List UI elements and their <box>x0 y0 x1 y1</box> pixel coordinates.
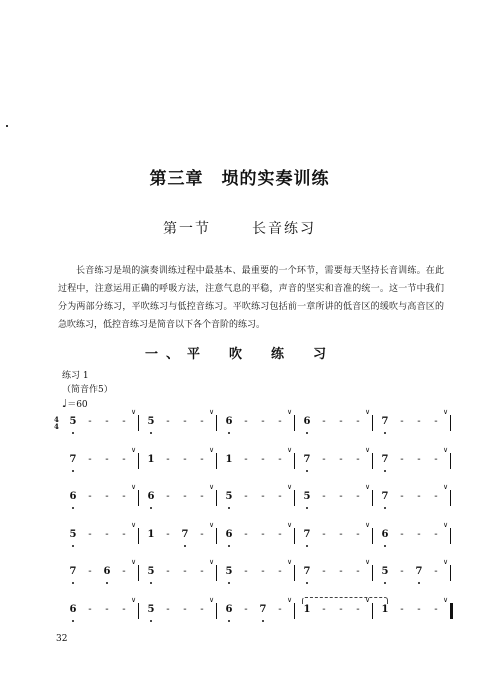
note: 7 <box>412 566 426 577</box>
dash-extension: - <box>122 491 126 502</box>
dash-extension: - <box>278 529 282 540</box>
breath-mark: ∨ <box>287 408 293 416</box>
barline <box>294 603 295 619</box>
dash-extension: - <box>356 454 360 465</box>
section-name: 长音练习 <box>251 221 316 237</box>
breath-mark: ∨ <box>287 521 293 529</box>
dash-extension: - <box>105 529 109 540</box>
note: 5 <box>144 604 158 615</box>
dash-extension: - <box>339 454 343 465</box>
breath-mark: ∨ <box>209 596 215 604</box>
breath-mark: ∨ <box>365 596 371 604</box>
note: 7 <box>378 416 392 427</box>
dash-extension: - <box>434 491 438 502</box>
breath-mark: ∨ <box>287 446 293 454</box>
dash-extension: - <box>183 454 187 465</box>
dash-extension: - <box>278 604 282 615</box>
breath-mark: ∨ <box>209 483 215 491</box>
dash-extension: - <box>417 454 421 465</box>
breath-mark: ∨ <box>209 521 215 529</box>
intro-paragraph <box>58 262 444 334</box>
dash-extension: - <box>88 491 92 502</box>
breath-mark: ∨ <box>365 408 371 416</box>
dash-extension: - <box>278 416 282 427</box>
breath-mark: ∨ <box>287 558 293 566</box>
breath-mark: ∨ <box>209 558 215 566</box>
dash-extension: - <box>356 491 360 502</box>
dash-extension: - <box>322 454 326 465</box>
barline <box>372 415 373 431</box>
subsection-title: 一、平 吹 练 习 <box>144 347 334 362</box>
tempo-value: ＝60 <box>67 400 88 410</box>
dash-extension: - <box>261 416 265 427</box>
dash-extension: - <box>322 416 326 427</box>
dash-extension: - <box>200 566 204 577</box>
dash-extension: - <box>166 491 170 502</box>
breath-mark: ∨ <box>131 446 137 454</box>
barline <box>138 603 139 619</box>
barline <box>138 565 139 581</box>
dash-extension: - <box>434 454 438 465</box>
exercise-key-note: （简音作5） <box>62 385 113 395</box>
dash-extension: - <box>339 604 343 615</box>
barline <box>450 453 451 469</box>
note: 6 <box>66 491 80 502</box>
barline <box>450 528 451 544</box>
quarter-note-icon: ♩ <box>62 397 68 410</box>
note: 5 <box>66 416 80 427</box>
time-signature-bottom: 4 <box>54 422 59 431</box>
dash-extension: - <box>434 566 438 577</box>
breath-mark: ∨ <box>131 596 137 604</box>
breath-mark: ∨ <box>131 558 137 566</box>
note: 6 <box>378 529 392 540</box>
exercise-label: 练习 1 <box>62 371 89 381</box>
barline <box>216 603 217 619</box>
note: 5 <box>222 491 236 502</box>
dash-extension: - <box>105 604 109 615</box>
dash-extension: - <box>122 604 126 615</box>
barline <box>216 453 217 469</box>
dash-extension: - <box>322 566 326 577</box>
barline <box>216 528 217 544</box>
dash-extension: - <box>434 529 438 540</box>
dash-extension: - <box>105 454 109 465</box>
dash-extension: - <box>339 491 343 502</box>
dash-extension: - <box>88 416 92 427</box>
dash-extension: - <box>183 566 187 577</box>
note: 7 <box>378 454 392 465</box>
staff-row <box>58 446 450 473</box>
barline <box>138 490 139 506</box>
dash-extension: - <box>417 529 421 540</box>
dash-extension: - <box>278 491 282 502</box>
dash-extension: - <box>400 529 404 540</box>
chapter-title: 第三章 埙的实奏训练 <box>149 169 330 189</box>
note: 7 <box>66 454 80 465</box>
barline <box>294 528 295 544</box>
dash-extension: - <box>200 529 204 540</box>
barline <box>216 415 217 431</box>
barline <box>216 565 217 581</box>
barline <box>372 453 373 469</box>
staff-row <box>58 483 450 510</box>
dash-extension: - <box>244 491 248 502</box>
barline <box>294 490 295 506</box>
note: 5 <box>222 566 236 577</box>
breath-mark: ∨ <box>443 596 449 604</box>
barline <box>450 490 451 506</box>
breath-mark: ∨ <box>443 558 449 566</box>
note: 6 <box>222 529 236 540</box>
breath-mark: ∨ <box>287 596 293 604</box>
breath-mark: ∨ <box>287 483 293 491</box>
barline <box>372 603 373 619</box>
tempo-marking <box>62 397 88 410</box>
note: 5 <box>144 416 158 427</box>
barline <box>372 565 373 581</box>
dash-extension: - <box>200 454 204 465</box>
barline <box>138 528 139 544</box>
dash-extension: - <box>200 604 204 615</box>
dash-extension: - <box>88 604 92 615</box>
section-title <box>0 218 479 238</box>
dash-extension: - <box>244 566 248 577</box>
dash-extension: - <box>339 416 343 427</box>
breath-mark: ∨ <box>365 483 371 491</box>
note: 7 <box>178 529 192 540</box>
dash-extension: - <box>400 416 404 427</box>
note: 6 <box>144 491 158 502</box>
barline <box>294 453 295 469</box>
dash-extension: - <box>434 604 438 615</box>
time-signature-top: 4 <box>54 415 59 424</box>
dash-extension: - <box>278 566 282 577</box>
dash-extension: - <box>356 604 360 615</box>
dash-extension: - <box>356 529 360 540</box>
dash-extension: - <box>261 566 265 577</box>
barline <box>372 528 373 544</box>
barline <box>138 453 139 469</box>
dash-extension: - <box>183 416 187 427</box>
staff-row <box>58 558 450 585</box>
note: 1 <box>225 454 233 465</box>
intro-text: 长音练习是埙的演奏训练过程中最基本、最重要的一个环节，需要每天坚持长音训练。在此过程中，注意运用正确的呼吸方法，注意气息的平稳，声音的坚实和音准的统一。这一节中我们分为两部分练习，平吹练习与低控音练习。平吹练习包括前一章所讲的低音区的缓吹与高音区的急吹练习，低控音练习是简音以下各个音阶的练习。 <box>58 266 444 330</box>
breath-mark: ∨ <box>365 521 371 529</box>
dash-extension: - <box>88 454 92 465</box>
barline <box>294 565 295 581</box>
barline <box>138 415 139 431</box>
staff-row <box>58 596 450 623</box>
note: 1 <box>303 604 311 615</box>
staff-row <box>54 408 450 435</box>
dash-extension: - <box>200 491 204 502</box>
breath-mark: ∨ <box>209 446 215 454</box>
dash-extension: - <box>278 454 282 465</box>
breath-mark: ∨ <box>131 521 137 529</box>
time-signature <box>54 416 59 430</box>
barline <box>216 490 217 506</box>
dash-extension: - <box>166 566 170 577</box>
note: 7 <box>300 454 314 465</box>
note: 1 <box>381 604 389 615</box>
dash-extension: - <box>339 529 343 540</box>
section-number: 第一节 <box>163 221 212 237</box>
breath-mark: ∨ <box>443 483 449 491</box>
note: 1 <box>147 529 155 540</box>
dash-extension: - <box>261 491 265 502</box>
dash-extension: - <box>434 416 438 427</box>
barline <box>450 565 451 581</box>
note: 5 <box>144 566 158 577</box>
staff-row <box>58 521 450 548</box>
breath-mark: ∨ <box>131 408 137 416</box>
dash-extension: - <box>166 416 170 427</box>
dash-extension: - <box>322 491 326 502</box>
dash-extension: - <box>261 454 265 465</box>
dash-extension: - <box>417 491 421 502</box>
note: 7 <box>300 529 314 540</box>
dash-extension: - <box>400 604 404 615</box>
breath-mark: ∨ <box>365 558 371 566</box>
note: 5 <box>66 529 80 540</box>
dash-extension: - <box>88 529 92 540</box>
note: 6 <box>100 566 114 577</box>
barline <box>294 415 295 431</box>
dash-extension: - <box>183 491 187 502</box>
barline <box>372 490 373 506</box>
dash-extension: - <box>166 454 170 465</box>
note: 1 <box>147 454 155 465</box>
barline <box>450 415 451 431</box>
note: 7 <box>66 566 80 577</box>
note: 6 <box>300 416 314 427</box>
dash-extension: - <box>244 604 248 615</box>
dash-extension: - <box>122 566 126 577</box>
dash-extension: - <box>400 454 404 465</box>
dash-extension: - <box>122 416 126 427</box>
breath-mark: ∨ <box>131 483 137 491</box>
dash-extension: - <box>417 416 421 427</box>
note: 5 <box>300 491 314 502</box>
breath-mark: ∨ <box>209 408 215 416</box>
page-number: 32 <box>56 634 68 644</box>
final-barline <box>450 603 453 619</box>
dash-extension: - <box>166 604 170 615</box>
dash-extension: - <box>400 491 404 502</box>
dash-extension: - <box>105 491 109 502</box>
dash-extension: - <box>166 529 170 540</box>
dash-extension: - <box>244 454 248 465</box>
tie-slur <box>302 597 388 604</box>
note: 7 <box>378 491 392 502</box>
dash-extension: - <box>261 529 265 540</box>
dash-extension: - <box>400 566 404 577</box>
dash-extension: - <box>322 604 326 615</box>
note: 6 <box>222 416 236 427</box>
dash-extension: - <box>105 416 109 427</box>
breath-mark: ∨ <box>443 521 449 529</box>
breath-mark: ∨ <box>443 446 449 454</box>
note: 7 <box>256 604 270 615</box>
dash-extension: - <box>88 566 92 577</box>
speck-mark <box>6 125 8 127</box>
dash-extension: - <box>244 529 248 540</box>
dash-extension: - <box>356 416 360 427</box>
note: 5 <box>378 566 392 577</box>
dash-extension: - <box>244 416 248 427</box>
dash-extension: - <box>200 416 204 427</box>
note: 6 <box>66 604 80 615</box>
note: 7 <box>300 566 314 577</box>
dash-extension: - <box>322 529 326 540</box>
dash-extension: - <box>183 604 187 615</box>
dash-extension: - <box>122 529 126 540</box>
note: 6 <box>222 604 236 615</box>
dash-extension: - <box>356 566 360 577</box>
breath-mark: ∨ <box>443 408 449 416</box>
dash-extension: - <box>122 454 126 465</box>
dash-extension: - <box>339 566 343 577</box>
breath-mark: ∨ <box>365 446 371 454</box>
dash-extension: - <box>417 604 421 615</box>
